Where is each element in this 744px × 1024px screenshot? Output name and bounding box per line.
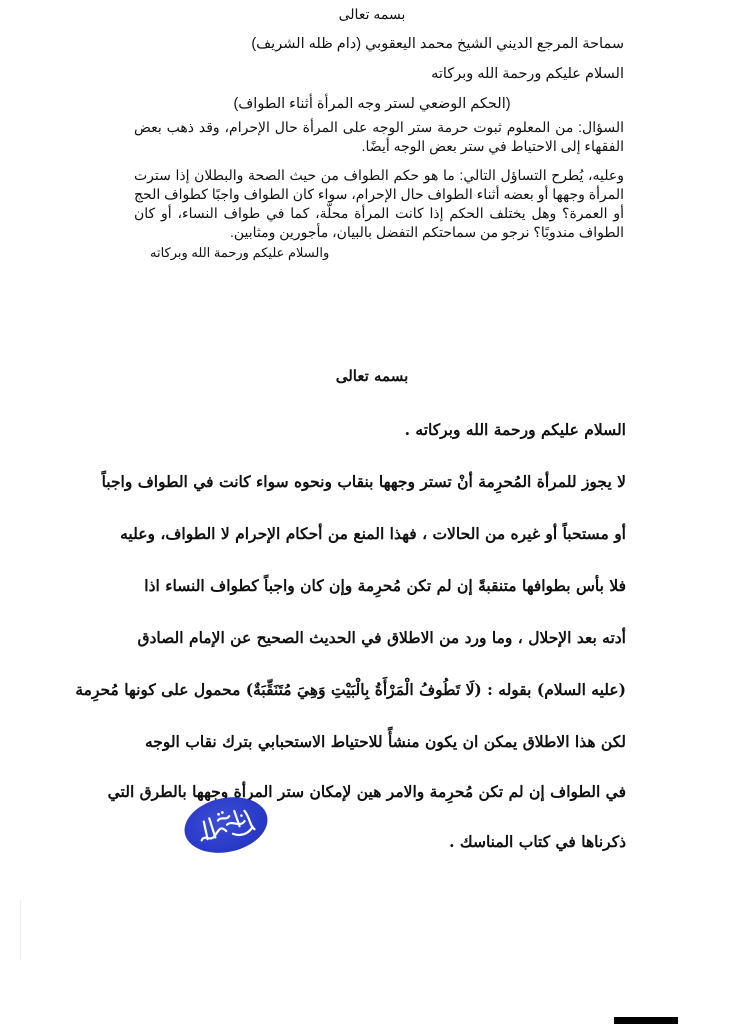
question-paragraph-text: السؤال: من المعلوم ثبوت حرمة ستر الوجه على المرأة حال الإحرام، وقد ذهب بعض الفقهاء إلى الاحتياط في ستر بعض الوجه أيضًا. [134, 119, 624, 154]
answer-line: لكن هذا الاطلاق يمكن ان يكون منشأً للاحتياط الاستحبابي بترك نقاب الوجه [144, 732, 626, 751]
answer-line: أدته بعد الإحلال ، وما ورد من الاطلاق في الحديث الصحيح عن الإمام الصادق [137, 628, 626, 647]
answer-line: في الطواف إن لم تكن مُحرِمة والامر هين لإمكان ستر المرأة وجهها بالطرق التي [107, 782, 626, 801]
answer-line: لا يجوز للمرأة المُحرِمة أنْ تستر وجهها بنقاب ونحوه سواء كانت في الطواف واجباً [101, 472, 626, 491]
question-greeting: السلام عليكم ورحمة الله وبركاته [431, 66, 624, 82]
answer-greeting: السلام عليكم ورحمة الله وبركاته . [404, 420, 626, 439]
scan-edge-bar [614, 1017, 678, 1024]
question-title: (الحكم الوضعي لستر وجه المرأة أثناء الطواف) [233, 96, 511, 112]
answer-basmala: بسمه تعالى [335, 367, 409, 385]
question-basmala: بسمه تعالى [338, 6, 406, 22]
question-closing: والسلام عليكم ورحمة الله وبركاته [150, 245, 330, 260]
question-addressee: سماحة المرجع الديني الشيخ محمد اليعقوبي (دام ظله الشريف) [251, 36, 624, 52]
question-paragraph-text: وعليه، يُطرح التساؤل التالي: ما هو حكم الطواف من حيث الصحة والبطلان إذا سترت المرأة وجهها أو بعضه أثناء الطواف حال الإحرام، سواء كان الطواف واجبًا كطواف الحج أو العمرة؟ وهل يختلف الحكم إذا كانت المرأة محلّة، كما في طواف النساء، أو كان الطواف مندوبًا؟ نرجو من سماحتكم التفضل بالبيان، مأجورين ومثابين. [134, 167, 624, 240]
question-paragraph-2 [134, 166, 624, 242]
question-paragraph-1 [134, 118, 624, 156]
answer-line: ذكرناها في كتاب المناسك . [449, 832, 626, 851]
scan-artifact [20, 900, 21, 960]
answer-line: فلا بأس بطوافها متنقبةً إن لم تكن مُحرِمة وإن كان واجباً كطواف النساء اذا [144, 576, 626, 595]
answer-line: أو مستحباً أو غيره من الحالات ، فهذا المنع من أحكام الإحرام لا الطواف، وعليه [120, 524, 626, 543]
answer-line: (عليه السلام) بقوله : (لَا تَطُوفُ الْمَرْأَةُ بِالْبَيْتِ وَهِيَ مُتَنَقِّبَةٌ) محمول على كونها مُحرِمة [75, 680, 626, 699]
stamp-calligraphy-icon [188, 798, 265, 852]
